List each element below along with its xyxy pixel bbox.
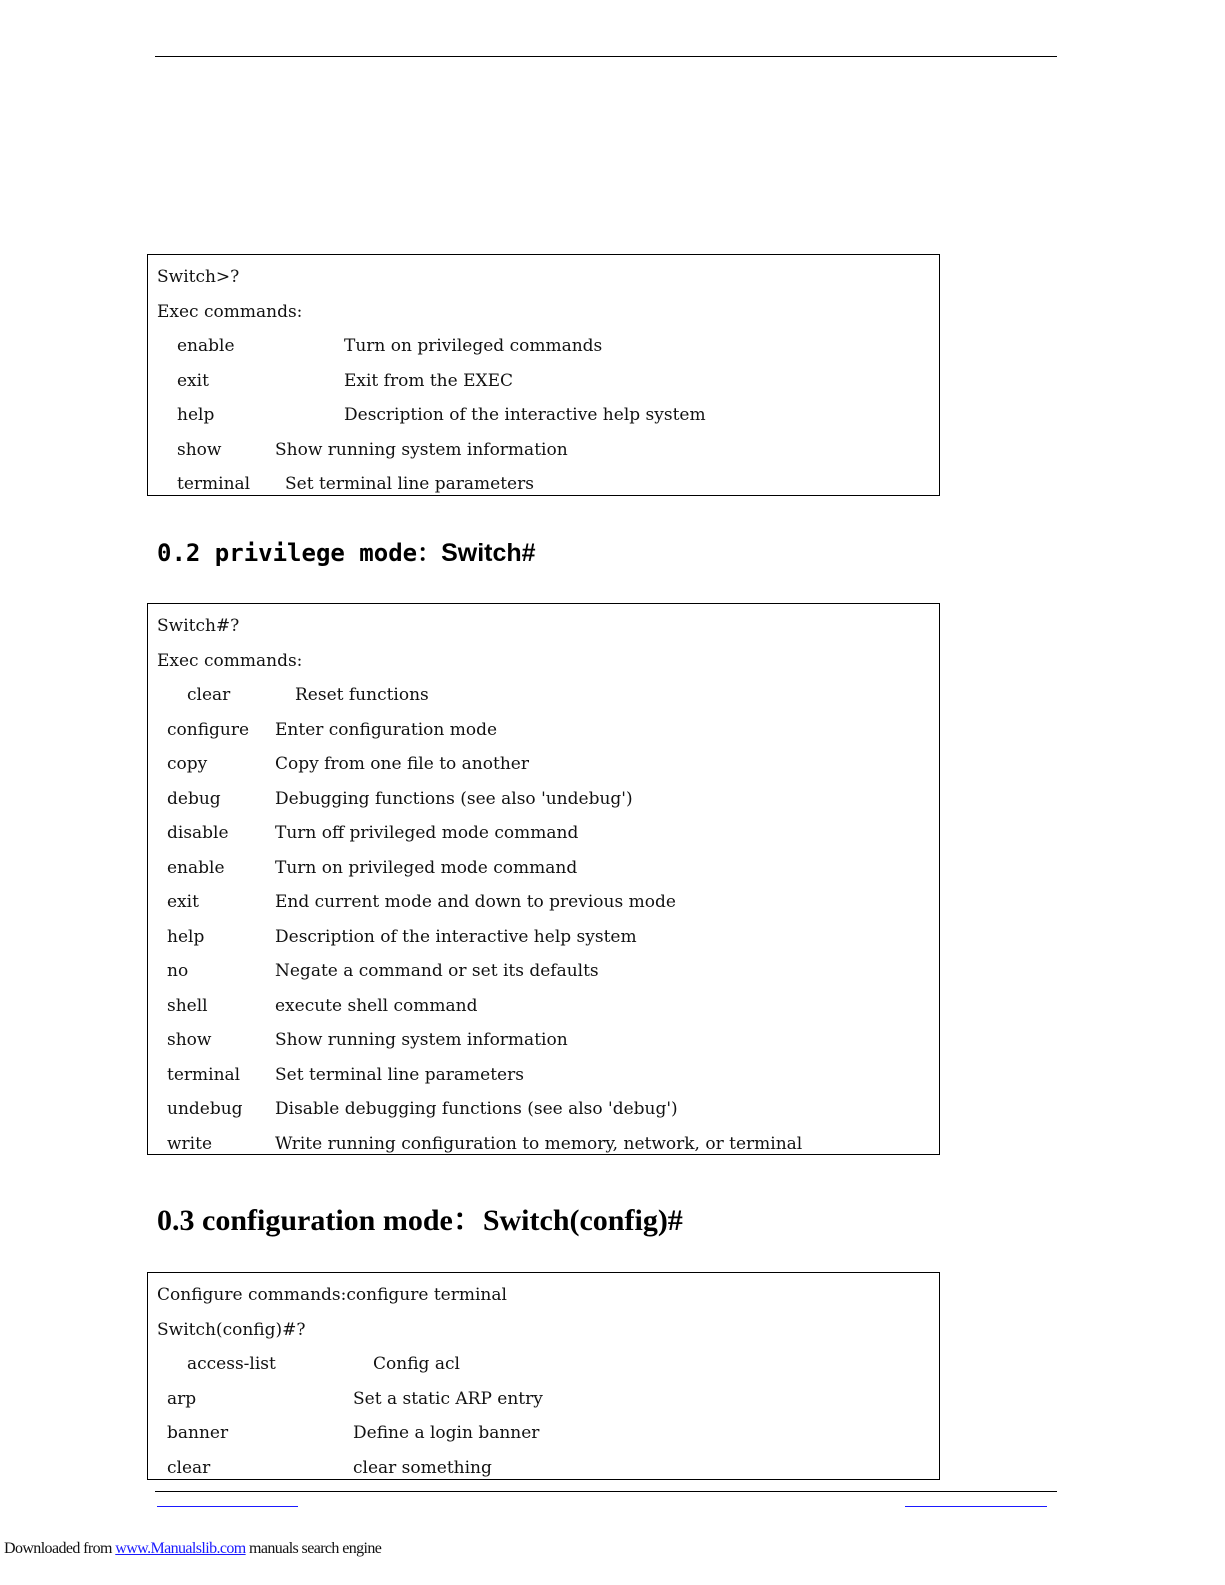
code-line — [157, 713, 939, 748]
heading-main-text: 0.2 privilege mode： — [157, 539, 442, 567]
code-line — [157, 398, 939, 433]
command-name: copy — [167, 754, 208, 774]
code-line — [157, 329, 939, 364]
command-description: Copy from one file to another — [275, 754, 529, 774]
command-name: Configure commands:configure terminal — [157, 1285, 507, 1305]
command-name: exit — [167, 892, 199, 912]
command-name: help — [167, 926, 205, 947]
command-name: clear — [167, 1457, 211, 1478]
code-line — [157, 1092, 939, 1127]
code-line — [157, 295, 939, 330]
command-description: Show running system information — [275, 439, 568, 460]
command-description: Turn on privileged commands — [344, 336, 603, 356]
command-description: Exit from the EXEC — [344, 370, 514, 391]
footer-left-link-underline[interactable] — [157, 1506, 298, 1507]
command-name: enable — [177, 336, 235, 356]
command-name: enable — [167, 857, 225, 878]
footer-prefix: Downloaded from — [4, 1540, 116, 1557]
command-name: Exec commands: — [157, 650, 303, 671]
code-line — [157, 1382, 939, 1417]
manualslib-link[interactable]: www.Manualslib.com — [115, 1540, 246, 1557]
heading-prompt-text: Switch# — [441, 539, 536, 567]
footer-rule — [155, 1491, 1057, 1492]
command-name: help — [177, 405, 215, 425]
command-description: Reset functions — [295, 685, 429, 705]
command-name: clear — [187, 685, 231, 705]
command-name: terminal — [167, 1064, 241, 1085]
command-name: access-list — [187, 1354, 276, 1374]
code-line — [157, 1451, 939, 1486]
command-name: Switch>? — [157, 267, 240, 287]
privilege-mode-code-box — [147, 603, 940, 1155]
command-description: End current mode and down to previous mode — [275, 892, 676, 912]
code-line — [157, 1278, 939, 1313]
command-description: Write running configuration to memory, network, or terminal — [275, 1133, 803, 1154]
header-rule — [155, 56, 1057, 57]
section-heading-privilege-mode — [157, 533, 536, 568]
code-line — [157, 989, 939, 1024]
command-name: Switch(config)#? — [157, 1319, 306, 1340]
command-name: write — [167, 1133, 213, 1154]
command-name: no — [167, 961, 189, 981]
command-name: banner — [167, 1423, 229, 1443]
code-line — [157, 644, 939, 679]
command-name: debug — [167, 788, 221, 809]
code-line — [157, 1313, 939, 1348]
code-line — [157, 782, 939, 817]
command-description: Set terminal line parameters — [275, 1064, 524, 1085]
command-description: Debugging functions (see also 'undebug') — [275, 788, 633, 809]
command-description: Disable debugging functions (see also 'debug') — [275, 1099, 678, 1119]
command-description: Negate a command or set its defaults — [275, 961, 599, 981]
code-line — [157, 954, 939, 989]
command-name: show — [167, 1030, 212, 1050]
command-description: execute shell command — [275, 995, 478, 1016]
footer-right-link-underline[interactable] — [905, 1506, 1047, 1507]
command-name: configure — [167, 719, 250, 740]
code-line — [157, 1127, 939, 1162]
exec-mode-code-box — [147, 254, 940, 496]
command-description: Description of the interactive help system — [275, 926, 637, 947]
code-line — [157, 1023, 939, 1058]
code-line — [157, 364, 939, 399]
command-description: clear something — [353, 1457, 492, 1478]
code-line — [157, 920, 939, 955]
code-line — [157, 260, 939, 295]
command-name: Exec commands: — [157, 301, 303, 322]
configuration-mode-code-box — [147, 1272, 940, 1480]
code-line — [157, 433, 939, 468]
command-name: terminal — [177, 474, 251, 494]
code-line — [157, 1058, 939, 1093]
command-description: Config acl — [373, 1354, 460, 1374]
command-name: arp — [167, 1388, 197, 1409]
command-description: Set a static ARP entry — [353, 1388, 543, 1409]
command-name: show — [177, 439, 222, 460]
code-line — [157, 1416, 939, 1451]
code-line — [157, 885, 939, 920]
command-name: disable — [167, 823, 229, 843]
command-description: Define a login banner — [353, 1423, 540, 1443]
command-description: Show running system information — [275, 1030, 568, 1050]
code-line — [157, 467, 939, 502]
command-description: Turn on privileged mode command — [275, 857, 578, 878]
command-description: Turn off privileged mode command — [275, 823, 579, 843]
code-line — [157, 1347, 939, 1382]
command-description: Description of the interactive help system — [344, 405, 706, 425]
code-line — [157, 747, 939, 782]
command-description: Set terminal line parameters — [285, 474, 534, 494]
command-name: exit — [177, 370, 209, 391]
command-name: Switch#? — [157, 616, 240, 636]
download-footer — [4, 1540, 381, 1558]
code-line — [157, 609, 939, 644]
section-heading-configuration-mode: 0.3 configuration mode：Switch(config)# — [157, 1204, 683, 1237]
code-line — [157, 851, 939, 886]
command-name: shell — [167, 995, 208, 1016]
footer-suffix: manuals search engine — [245, 1540, 382, 1557]
code-line — [157, 678, 939, 713]
command-description: Enter configuration mode — [275, 719, 498, 740]
code-line — [157, 816, 939, 851]
command-name: undebug — [167, 1099, 243, 1119]
